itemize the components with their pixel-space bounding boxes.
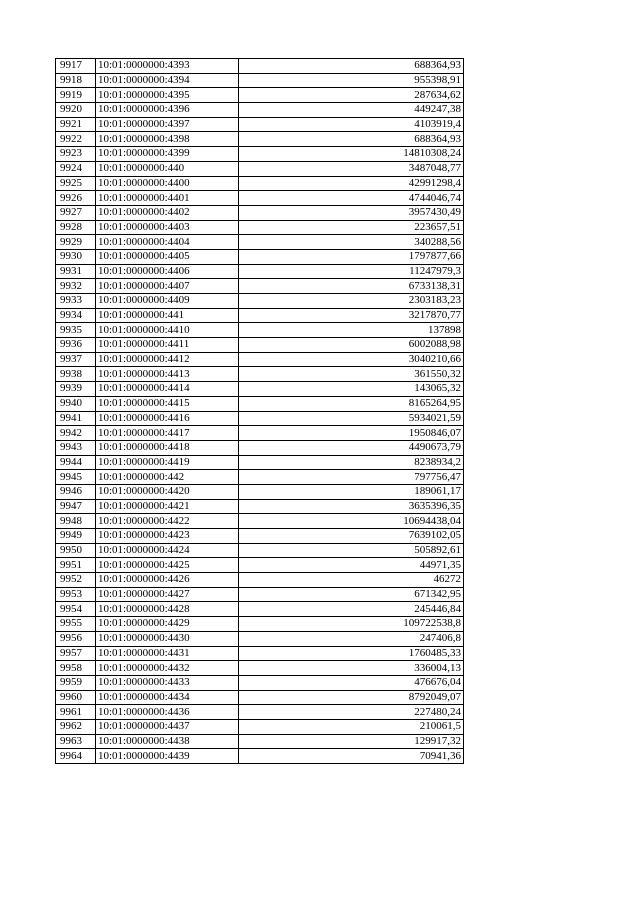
row-number-cell: 9961 [56,705,96,720]
row-number-cell: 9959 [56,675,96,690]
cadastral-value-cell: 7639102,05 [239,529,464,544]
row-number-cell: 9931 [56,264,96,279]
cadastral-value-cell: 340288,56 [239,235,464,250]
row-number-cell: 9954 [56,602,96,617]
row-number-cell: 9918 [56,73,96,88]
cadastral-number-cell: 10:01:0000000:4399 [96,147,239,162]
table-row [56,455,464,470]
table-row [56,367,464,382]
cadastral-number-cell: 10:01:0000000:4419 [96,455,239,470]
cadastral-number-cell: 10:01:0000000:4433 [96,675,239,690]
row-number-cell: 9924 [56,161,96,176]
cadastral-value-cell: 42991298,4 [239,176,464,191]
cadastral-number-cell: 10:01:0000000:4402 [96,205,239,220]
cadastral-number-cell: 10:01:0000000:4395 [96,88,239,103]
row-number-cell: 9921 [56,117,96,132]
cadastral-number-cell: 10:01:0000000:4394 [96,73,239,88]
cadastral-value-cell: 129917,32 [239,734,464,749]
cadastral-number-cell: 10:01:0000000:4404 [96,235,239,250]
cadastral-value-cell: 137898 [239,323,464,338]
table-row [56,411,464,426]
row-number-cell: 9927 [56,205,96,220]
row-number-cell: 9943 [56,440,96,455]
table-row [56,499,464,514]
cadastral-number-cell: 10:01:0000000:4418 [96,440,239,455]
table-row [56,161,464,176]
cadastral-number-cell: 10:01:0000000:4436 [96,705,239,720]
table-row [56,719,464,734]
cadastral-number-cell: 10:01:0000000:4434 [96,690,239,705]
cadastral-number-cell: 10:01:0000000:441 [96,308,239,323]
table-row [56,147,464,162]
cadastral-number-cell: 10:01:0000000:4432 [96,661,239,676]
cadastral-value-cell: 109722538,8 [239,617,464,632]
cadastral-number-cell: 10:01:0000000:4424 [96,543,239,558]
table-row [56,88,464,103]
cadastral-number-cell: 10:01:0000000:4393 [96,59,239,74]
row-number-cell: 9957 [56,646,96,661]
cadastral-value-table [55,58,464,764]
row-number-cell: 9952 [56,573,96,588]
table-row [56,264,464,279]
cadastral-value-cell: 1760485,33 [239,646,464,661]
row-number-cell: 9933 [56,294,96,309]
table-row [56,558,464,573]
cadastral-number-cell: 10:01:0000000:4438 [96,734,239,749]
cadastral-value-cell: 46272 [239,573,464,588]
cadastral-value-cell: 4103919,4 [239,117,464,132]
cadastral-number-cell: 10:01:0000000:442 [96,470,239,485]
row-number-cell: 9926 [56,191,96,206]
table-row [56,103,464,118]
row-number-cell: 9932 [56,279,96,294]
cadastral-number-cell: 10:01:0000000:4407 [96,279,239,294]
cadastral-number-cell: 10:01:0000000:4414 [96,382,239,397]
row-number-cell: 9923 [56,147,96,162]
table-row [56,338,464,353]
cadastral-value-cell: 1797877,66 [239,249,464,264]
cadastral-value-cell: 10694438,04 [239,514,464,529]
cadastral-value-cell: 14810308,24 [239,147,464,162]
row-number-cell: 9937 [56,352,96,367]
table-row [56,73,464,88]
cadastral-value-cell: 688364,93 [239,132,464,147]
row-number-cell: 9960 [56,690,96,705]
row-number-cell: 9935 [56,323,96,338]
table-row [56,235,464,250]
cadastral-number-cell: 10:01:0000000:4430 [96,631,239,646]
row-number-cell: 9930 [56,249,96,264]
table-row [56,675,464,690]
table-row [56,396,464,411]
cadastral-value-cell: 2303183,23 [239,294,464,309]
row-number-cell: 9920 [56,103,96,118]
cadastral-number-cell: 10:01:0000000:4426 [96,573,239,588]
table-row [56,470,464,485]
row-number-cell: 9939 [56,382,96,397]
table-row [56,587,464,602]
row-number-cell: 9946 [56,484,96,499]
row-number-cell: 9949 [56,529,96,544]
row-number-cell: 9944 [56,455,96,470]
cadastral-value-cell: 336004,13 [239,661,464,676]
table-row [56,646,464,661]
row-number-cell: 9934 [56,308,96,323]
cadastral-value-cell: 227480,24 [239,705,464,720]
cadastral-number-cell: 10:01:0000000:4416 [96,411,239,426]
table-row [56,705,464,720]
row-number-cell: 9947 [56,499,96,514]
table-row [56,602,464,617]
row-number-cell: 9945 [56,470,96,485]
cadastral-number-cell: 10:01:0000000:4429 [96,617,239,632]
table-row [56,514,464,529]
table-row [56,631,464,646]
cadastral-value-cell: 688364,93 [239,59,464,74]
cadastral-number-cell: 10:01:0000000:4397 [96,117,239,132]
cadastral-value-cell: 189061,17 [239,484,464,499]
cadastral-value-cell: 797756,47 [239,470,464,485]
row-number-cell: 9919 [56,88,96,103]
cadastral-number-cell: 10:01:0000000:4400 [96,176,239,191]
table-row [56,382,464,397]
table-row [56,426,464,441]
cadastral-value-cell: 3217870,77 [239,308,464,323]
cadastral-number-cell: 10:01:0000000:440 [96,161,239,176]
cadastral-value-cell: 8165264,95 [239,396,464,411]
row-number-cell: 9948 [56,514,96,529]
table-row [56,440,464,455]
table-row [56,59,464,74]
table-row [56,529,464,544]
cadastral-number-cell: 10:01:0000000:4398 [96,132,239,147]
table-row [56,117,464,132]
row-number-cell: 9942 [56,426,96,441]
table-row [56,176,464,191]
cadastral-value-cell: 6002088,98 [239,338,464,353]
cadastral-number-cell: 10:01:0000000:4428 [96,602,239,617]
table-row [56,543,464,558]
table-row [56,749,464,764]
cadastral-value-cell: 8238934,2 [239,455,464,470]
cadastral-number-cell: 10:01:0000000:4403 [96,220,239,235]
table-row [56,249,464,264]
cadastral-value-cell: 476676,04 [239,675,464,690]
row-number-cell: 9938 [56,367,96,382]
table-row [56,308,464,323]
cadastral-number-cell: 10:01:0000000:4411 [96,338,239,353]
cadastral-value-cell: 4744046,74 [239,191,464,206]
cadastral-value-cell: 3957430,49 [239,205,464,220]
cadastral-value-cell: 210061,5 [239,719,464,734]
cadastral-number-cell: 10:01:0000000:4439 [96,749,239,764]
cadastral-value-cell: 449247,38 [239,103,464,118]
table-row [56,294,464,309]
row-number-cell: 9953 [56,587,96,602]
cadastral-number-cell: 10:01:0000000:4415 [96,396,239,411]
row-number-cell: 9951 [56,558,96,573]
row-number-cell: 9928 [56,220,96,235]
cadastral-number-cell: 10:01:0000000:4423 [96,529,239,544]
row-number-cell: 9964 [56,749,96,764]
cadastral-number-cell: 10:01:0000000:4425 [96,558,239,573]
row-number-cell: 9963 [56,734,96,749]
row-number-cell: 9917 [56,59,96,74]
cadastral-value-cell: 223657,51 [239,220,464,235]
row-number-cell: 9925 [56,176,96,191]
cadastral-value-cell: 247406,8 [239,631,464,646]
cadastral-value-cell: 44971,35 [239,558,464,573]
row-number-cell: 9958 [56,661,96,676]
cadastral-number-cell: 10:01:0000000:4431 [96,646,239,661]
cadastral-value-cell: 287634,62 [239,88,464,103]
cadastral-number-cell: 10:01:0000000:4410 [96,323,239,338]
cadastral-number-cell: 10:01:0000000:4401 [96,191,239,206]
table-row [56,132,464,147]
cadastral-number-cell: 10:01:0000000:4405 [96,249,239,264]
cadastral-value-cell: 3040210,66 [239,352,464,367]
cadastral-value-cell: 6733138,31 [239,279,464,294]
table-row [56,352,464,367]
cadastral-number-cell: 10:01:0000000:4427 [96,587,239,602]
table-row [56,484,464,499]
cadastral-number-cell: 10:01:0000000:4413 [96,367,239,382]
row-number-cell: 9962 [56,719,96,734]
table-row [56,279,464,294]
cadastral-value-cell: 11247979,3 [239,264,464,279]
row-number-cell: 9950 [56,543,96,558]
table-row [56,191,464,206]
table-body [56,59,464,764]
cadastral-value-cell: 3635396,35 [239,499,464,514]
cadastral-value-cell: 955398,91 [239,73,464,88]
table-row [56,617,464,632]
cadastral-number-cell: 10:01:0000000:4420 [96,484,239,499]
row-number-cell: 9955 [56,617,96,632]
cadastral-value-cell: 245446,84 [239,602,464,617]
cadastral-value-cell: 8792049,07 [239,690,464,705]
cadastral-number-cell: 10:01:0000000:4422 [96,514,239,529]
cadastral-value-cell: 143065,32 [239,382,464,397]
cadastral-number-cell: 10:01:0000000:4409 [96,294,239,309]
table-row [56,734,464,749]
cadastral-number-cell: 10:01:0000000:4396 [96,103,239,118]
cadastral-number-cell: 10:01:0000000:4417 [96,426,239,441]
table-row [56,220,464,235]
row-number-cell: 9956 [56,631,96,646]
table-row [56,661,464,676]
cadastral-value-cell: 4490673,79 [239,440,464,455]
cadastral-number-cell: 10:01:0000000:4412 [96,352,239,367]
cadastral-number-cell: 10:01:0000000:4437 [96,719,239,734]
table-row [56,205,464,220]
cadastral-value-cell: 505892,61 [239,543,464,558]
cadastral-value-cell: 361550,32 [239,367,464,382]
cadastral-value-cell: 70941,36 [239,749,464,764]
table-row [56,323,464,338]
cadastral-value-cell: 671342,95 [239,587,464,602]
row-number-cell: 9940 [56,396,96,411]
table-row [56,573,464,588]
cadastral-number-cell: 10:01:0000000:4406 [96,264,239,279]
table-row [56,690,464,705]
cadastral-value-cell: 5934021,59 [239,411,464,426]
cadastral-value-cell: 3487048,77 [239,161,464,176]
row-number-cell: 9922 [56,132,96,147]
cadastral-value-cell: 1950846,07 [239,426,464,441]
row-number-cell: 9936 [56,338,96,353]
row-number-cell: 9941 [56,411,96,426]
row-number-cell: 9929 [56,235,96,250]
cadastral-number-cell: 10:01:0000000:4421 [96,499,239,514]
